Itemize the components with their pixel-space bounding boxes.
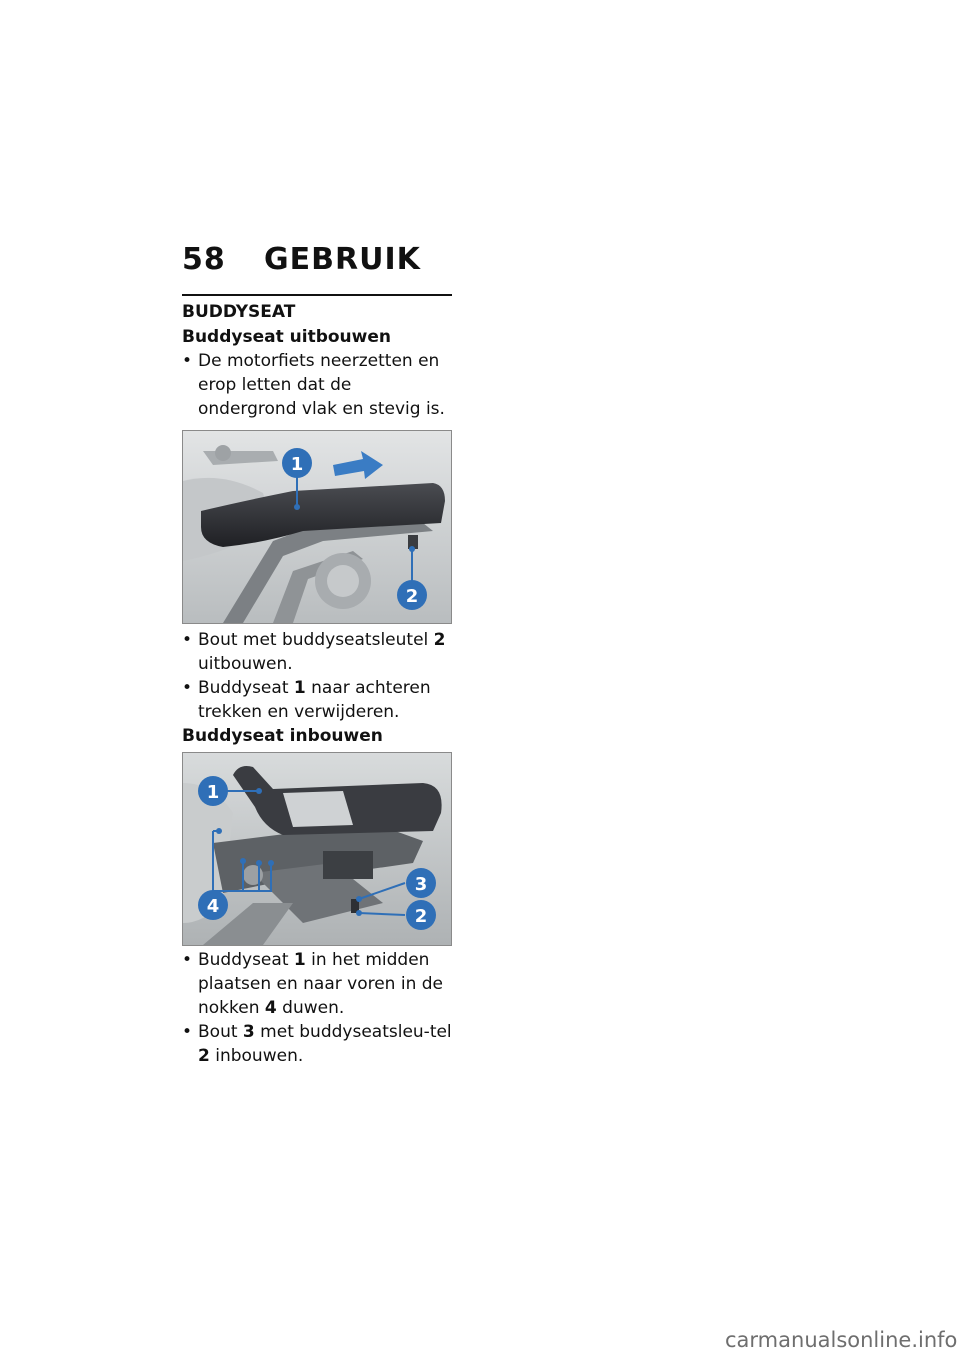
removal-steps-before [182,349,452,421]
installation-steps [182,948,452,1068]
callout-label: 2 [405,586,419,607]
removal-steps-after [182,628,452,724]
chapter-title: GEBRUIK [264,242,421,277]
callout-label: 2 [414,906,428,927]
figure-seat-removal [182,430,452,624]
list-item: • Bout met buddyseatsleutel 2 uitbouwen. [182,628,452,676]
page-number: 58 [182,242,226,277]
figure-seat-installation [182,752,452,946]
section-title: BUDDYSEAT [182,294,452,324]
callout-label: 4 [206,896,220,917]
installation-heading: Buddyseat inbouwen [182,726,383,746]
callout-label: 1 [290,454,304,475]
list-item: • De motorfiets neerzetten en erop letten dat de ondergrond vlak en stevig is. [182,349,452,421]
list-item: • Bout 3 met buddyseatsleu-tel 2 inbouwen. [182,1020,452,1068]
removal-heading: Buddyseat uitbouwen [182,327,391,347]
list-item: • Buddyseat 1 naar achteren trekken en verwijderen. [182,676,452,724]
callout-label: 1 [206,782,220,803]
page-header [182,240,452,280]
seat-removal-illustration [183,431,451,623]
watermark: carmanualsonline.info [725,1328,958,1352]
seat-installation-illustration [183,753,451,945]
list-item: • Buddyseat 1 in het midden plaatsen en naar voren in de nokken 4 duwen. [182,948,452,1020]
callout-label: 3 [414,874,428,895]
